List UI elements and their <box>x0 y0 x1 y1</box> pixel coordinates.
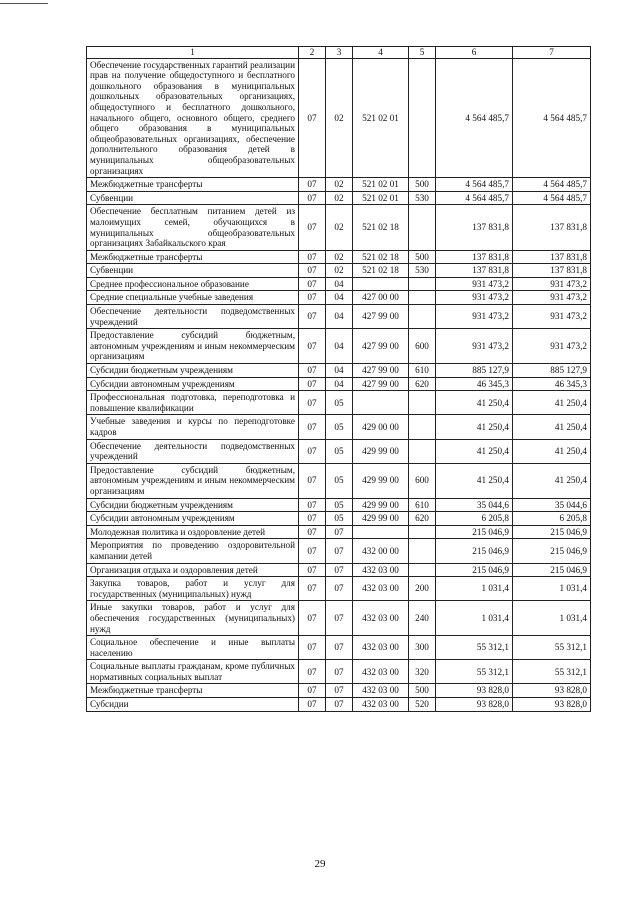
table-row <box>87 329 591 364</box>
table-row <box>87 463 591 498</box>
target-item-code: 521 02 01 <box>353 178 409 192</box>
row-name: Организация отдыха и оздоровления детей <box>87 563 299 577</box>
subsection-code: 02 <box>326 58 353 178</box>
row-name: Обеспечение государственных гарантий реализации прав на получение общедоступного и бесплатного дошкольного образования в муниципальных дошкольных образовательных организациях, общедоступного и бесплатного дошкольного, начального общего, основного общего, среднего общего образования в муниципальных общеобразовательных организациях, обеспечение дополнительного образования детей в муниципальных общеобразовательных организациях <box>87 58 299 178</box>
amount-col-6: 55 312,1 <box>436 660 513 684</box>
table-row <box>87 391 591 415</box>
section-code: 07 <box>299 563 326 577</box>
row-name: Среднее профессиональное образование <box>87 277 299 291</box>
amount-col-7: 46 345,3 <box>513 377 591 391</box>
table-row <box>87 377 591 391</box>
row-name: Субвенции <box>87 191 299 205</box>
subsection-code: 07 <box>326 684 353 698</box>
table-row <box>87 577 591 601</box>
target-item-code: 432 03 00 <box>353 636 409 660</box>
header-row <box>87 47 591 59</box>
table-row <box>87 191 591 205</box>
section-code: 07 <box>299 698 326 712</box>
expense-type-code: 600 <box>409 463 436 498</box>
section-code: 07 <box>299 512 326 526</box>
subsection-code: 04 <box>326 277 353 291</box>
amount-col-7: 931 473,2 <box>513 329 591 364</box>
table-row <box>87 563 591 577</box>
amount-col-6: 215 046,9 <box>436 563 513 577</box>
table-row <box>87 601 591 636</box>
amount-col-7: 4 564 485,7 <box>513 58 591 178</box>
section-code: 07 <box>299 391 326 415</box>
target-item-code: 432 03 00 <box>353 660 409 684</box>
amount-col-7: 931 473,2 <box>513 305 591 329</box>
target-item-code <box>353 525 409 539</box>
amount-col-7: 55 312,1 <box>513 636 591 660</box>
row-name: Субсидии бюджетным учреждениям <box>87 498 299 512</box>
amount-col-7: 35 044,6 <box>513 498 591 512</box>
amount-col-7: 1 031,4 <box>513 601 591 636</box>
col-header-7: 7 <box>513 47 591 59</box>
subsection-code: 02 <box>326 205 353 250</box>
expense-type-code <box>409 277 436 291</box>
amount-col-6: 6 205,8 <box>436 512 513 526</box>
amount-col-7: 931 473,2 <box>513 291 591 305</box>
amount-col-6: 35 044,6 <box>436 498 513 512</box>
section-code: 07 <box>299 191 326 205</box>
col-header-5: 5 <box>409 47 436 59</box>
amount-col-7: 137 831,8 <box>513 264 591 278</box>
expense-type-code: 200 <box>409 577 436 601</box>
amount-col-6: 46 345,3 <box>436 377 513 391</box>
section-code: 07 <box>299 660 326 684</box>
row-name: Предоставление субсидий бюджетным, автономным учреждениям и иным некоммерческим организациям <box>87 463 299 498</box>
amount-col-6: 4 564 485,7 <box>436 191 513 205</box>
expense-type-code <box>409 391 436 415</box>
section-code: 07 <box>299 205 326 250</box>
target-item-code: 432 03 00 <box>353 684 409 698</box>
expense-type-code: 240 <box>409 601 436 636</box>
amount-col-6: 215 046,9 <box>436 539 513 563</box>
table-row <box>87 636 591 660</box>
target-item-code: 432 00 00 <box>353 539 409 563</box>
amount-col-6: 137 831,8 <box>436 250 513 264</box>
row-name: Профессиональная подготовка, переподготовка и повышение квалификации <box>87 391 299 415</box>
amount-col-7: 41 250,4 <box>513 391 591 415</box>
expense-type-code: 320 <box>409 660 436 684</box>
top-rule <box>0 3 48 4</box>
table-row <box>87 684 591 698</box>
amount-col-6: 1 031,4 <box>436 601 513 636</box>
section-code: 07 <box>299 415 326 439</box>
section-code: 07 <box>299 636 326 660</box>
subsection-code: 07 <box>326 601 353 636</box>
subsection-code: 04 <box>326 377 353 391</box>
row-name: Мероприятия по проведению оздоровительной кампании детей <box>87 539 299 563</box>
amount-col-6: 215 046,9 <box>436 525 513 539</box>
subsection-code: 02 <box>326 191 353 205</box>
amount-col-7: 93 828,0 <box>513 684 591 698</box>
row-name: Обеспечение деятельности подведомственных учреждений <box>87 305 299 329</box>
row-name: Учебные заведения и курсы по переподготовке кадров <box>87 415 299 439</box>
amount-col-6: 41 250,4 <box>436 415 513 439</box>
expense-type-code: 500 <box>409 250 436 264</box>
table-row <box>87 250 591 264</box>
row-name: Субсидии бюджетным учреждениям <box>87 364 299 378</box>
row-name: Межбюджетные трансферты <box>87 178 299 192</box>
subsection-code: 05 <box>326 498 353 512</box>
expense-type-code: 620 <box>409 512 436 526</box>
table-row <box>87 698 591 712</box>
amount-col-6: 1 031,4 <box>436 577 513 601</box>
table-row <box>87 539 591 563</box>
expense-type-code <box>409 439 436 463</box>
section-code: 07 <box>299 329 326 364</box>
subsection-code: 07 <box>326 563 353 577</box>
target-item-code: 429 99 00 <box>353 498 409 512</box>
target-item-code: 521 02 01 <box>353 191 409 205</box>
subsection-code: 02 <box>326 250 353 264</box>
expense-type-code: 610 <box>409 498 436 512</box>
row-name: Субсидии <box>87 698 299 712</box>
table-row <box>87 439 591 463</box>
expense-type-code <box>409 415 436 439</box>
target-item-code: 429 99 00 <box>353 512 409 526</box>
amount-col-7: 137 831,8 <box>513 250 591 264</box>
expense-type-code: 500 <box>409 684 436 698</box>
table-row <box>87 178 591 192</box>
subsection-code: 02 <box>326 178 353 192</box>
subsection-code: 07 <box>326 577 353 601</box>
row-name: Субвенции <box>87 264 299 278</box>
section-code: 07 <box>299 364 326 378</box>
row-name: Субсидии автономным учреждениям <box>87 512 299 526</box>
amount-col-6: 885 127,9 <box>436 364 513 378</box>
amount-col-7: 931 473,2 <box>513 277 591 291</box>
table-row <box>87 364 591 378</box>
section-code: 07 <box>299 577 326 601</box>
expense-type-code: 610 <box>409 364 436 378</box>
target-item-code: 429 99 00 <box>353 463 409 498</box>
expense-type-code: 300 <box>409 636 436 660</box>
target-item-code: 429 99 00 <box>353 439 409 463</box>
target-item-code <box>353 277 409 291</box>
amount-col-7: 41 250,4 <box>513 439 591 463</box>
target-item-code: 432 03 00 <box>353 601 409 636</box>
amount-col-6: 137 831,8 <box>436 264 513 278</box>
subsection-code: 05 <box>326 391 353 415</box>
table-row <box>87 205 591 250</box>
amount-col-6: 137 831,8 <box>436 205 513 250</box>
expense-type-code: 500 <box>409 178 436 192</box>
amount-col-6: 41 250,4 <box>436 463 513 498</box>
target-item-code: 521 02 01 <box>353 58 409 178</box>
section-code: 07 <box>299 498 326 512</box>
row-name: Межбюджетные трансферты <box>87 250 299 264</box>
row-name: Средние специальные учебные заведения <box>87 291 299 305</box>
table-row <box>87 277 591 291</box>
expense-type-code: 600 <box>409 329 436 364</box>
section-code: 07 <box>299 525 326 539</box>
section-code: 07 <box>299 377 326 391</box>
expense-type-code <box>409 539 436 563</box>
expense-type-code <box>409 563 436 577</box>
amount-col-6: 41 250,4 <box>436 439 513 463</box>
expense-type-code: 620 <box>409 377 436 391</box>
row-name: Обеспечение деятельности подведомственных учреждений <box>87 439 299 463</box>
section-code: 07 <box>299 463 326 498</box>
amount-col-6: 93 828,0 <box>436 684 513 698</box>
section-code: 07 <box>299 291 326 305</box>
amount-col-7: 215 046,9 <box>513 539 591 563</box>
section-code: 07 <box>299 277 326 291</box>
table-row <box>87 264 591 278</box>
target-item-code <box>353 391 409 415</box>
target-item-code: 427 99 00 <box>353 329 409 364</box>
expense-type-code <box>409 525 436 539</box>
subsection-code: 07 <box>326 539 353 563</box>
table-row <box>87 305 591 329</box>
amount-col-7: 1 031,4 <box>513 577 591 601</box>
subsection-code: 05 <box>326 439 353 463</box>
target-item-code: 432 03 00 <box>353 563 409 577</box>
subsection-code: 04 <box>326 364 353 378</box>
amount-col-7: 4 564 485,7 <box>513 178 591 192</box>
amount-col-6: 931 473,2 <box>436 305 513 329</box>
target-item-code: 521 02 18 <box>353 250 409 264</box>
target-item-code: 427 99 00 <box>353 364 409 378</box>
section-code: 07 <box>299 539 326 563</box>
subsection-code: 04 <box>326 329 353 364</box>
row-name: Социальные выплаты гражданам, кроме публичных нормативных социальных выплат <box>87 660 299 684</box>
subsection-code: 07 <box>326 698 353 712</box>
expense-type-code: 530 <box>409 264 436 278</box>
subsection-code: 05 <box>326 415 353 439</box>
col-header-3: 3 <box>326 47 353 59</box>
amount-col-7: 93 828,0 <box>513 698 591 712</box>
target-item-code: 429 00 00 <box>353 415 409 439</box>
expense-type-code <box>409 58 436 178</box>
col-header-2: 2 <box>299 47 326 59</box>
expense-type-code: 520 <box>409 698 436 712</box>
amount-col-6: 931 473,2 <box>436 329 513 364</box>
row-name: Социальное обеспечение и иные выплаты населению <box>87 636 299 660</box>
row-name: Предоставление субсидий бюджетным, автономным учреждениям и иным некоммерческим организациям <box>87 329 299 364</box>
col-header-4: 4 <box>353 47 409 59</box>
amount-col-6: 55 312,1 <box>436 636 513 660</box>
amount-col-7: 137 831,8 <box>513 205 591 250</box>
row-name: Молодежная политика и оздоровление детей <box>87 525 299 539</box>
section-code: 07 <box>299 250 326 264</box>
expense-type-code <box>409 205 436 250</box>
amount-col-7: 215 046,9 <box>513 525 591 539</box>
table-row <box>87 525 591 539</box>
amount-col-6: 931 473,2 <box>436 291 513 305</box>
table-row <box>87 291 591 305</box>
amount-col-6: 931 473,2 <box>436 277 513 291</box>
amount-col-6: 41 250,4 <box>436 391 513 415</box>
col-header-1: 1 <box>87 47 299 59</box>
budget-table <box>86 46 591 712</box>
amount-col-6: 93 828,0 <box>436 698 513 712</box>
col-header-6: 6 <box>436 47 513 59</box>
row-name: Закупка товаров, работ и услуг для государственных (муниципальных) нужд <box>87 577 299 601</box>
row-name: Обеспечение бесплатным питанием детей из малоимущих семей, обучающихся в муниципальных общеобразовательных организациях Забайкальского края <box>87 205 299 250</box>
amount-col-7: 215 046,9 <box>513 563 591 577</box>
table-row <box>87 512 591 526</box>
subsection-code: 05 <box>326 463 353 498</box>
target-item-code: 432 03 00 <box>353 577 409 601</box>
subsection-code: 04 <box>326 291 353 305</box>
subsection-code: 07 <box>326 636 353 660</box>
row-name: Межбюджетные трансферты <box>87 684 299 698</box>
section-code: 07 <box>299 439 326 463</box>
expense-type-code <box>409 291 436 305</box>
amount-col-7: 4 564 485,7 <box>513 191 591 205</box>
subsection-code: 04 <box>326 305 353 329</box>
amount-col-7: 41 250,4 <box>513 415 591 439</box>
section-code: 07 <box>299 264 326 278</box>
table-row <box>87 660 591 684</box>
expense-type-code: 530 <box>409 191 436 205</box>
table-row <box>87 58 591 178</box>
target-item-code: 427 00 00 <box>353 291 409 305</box>
subsection-code: 07 <box>326 660 353 684</box>
target-item-code: 432 03 00 <box>353 698 409 712</box>
table-row <box>87 498 591 512</box>
row-name: Субсидии автономным учреждениям <box>87 377 299 391</box>
amount-col-7: 41 250,4 <box>513 463 591 498</box>
amount-col-7: 6 205,8 <box>513 512 591 526</box>
target-item-code: 427 99 00 <box>353 305 409 329</box>
subsection-code: 07 <box>326 525 353 539</box>
amount-col-7: 885 127,9 <box>513 364 591 378</box>
section-code: 07 <box>299 601 326 636</box>
target-item-code: 427 99 00 <box>353 377 409 391</box>
row-name: Иные закупки товаров, работ и услуг для обеспечения государственных (муниципальных) нужд <box>87 601 299 636</box>
section-code: 07 <box>299 178 326 192</box>
target-item-code: 521 02 18 <box>353 205 409 250</box>
section-code: 07 <box>299 58 326 178</box>
amount-col-6: 4 564 485,7 <box>436 178 513 192</box>
target-item-code: 521 02 18 <box>353 264 409 278</box>
section-code: 07 <box>299 684 326 698</box>
amount-col-7: 55 312,1 <box>513 660 591 684</box>
table-row <box>87 415 591 439</box>
section-code: 07 <box>299 305 326 329</box>
amount-col-6: 4 564 485,7 <box>436 58 513 178</box>
page-number: 29 <box>314 858 326 870</box>
expense-type-code <box>409 305 436 329</box>
subsection-code: 05 <box>326 512 353 526</box>
subsection-code: 02 <box>326 264 353 278</box>
